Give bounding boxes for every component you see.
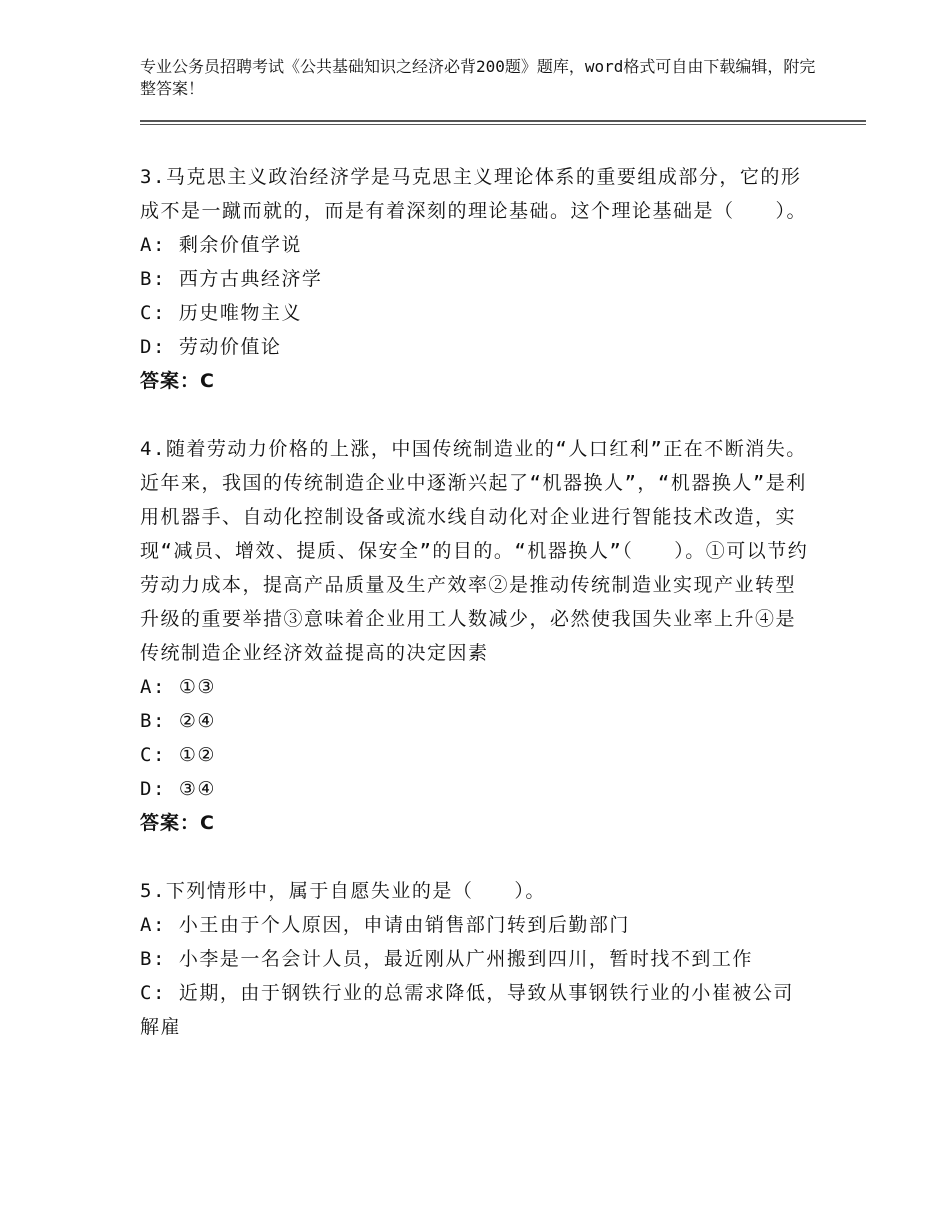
option-text: ①② — [178, 744, 216, 766]
option-d — [140, 330, 810, 364]
option-key: C: — [140, 982, 166, 1004]
question-list — [140, 160, 810, 1078]
option-b — [140, 262, 810, 296]
option-text: 劳动价值论 — [178, 336, 282, 358]
question-3 — [140, 160, 810, 398]
option-text: ②④ — [178, 710, 216, 732]
header-divider-thick — [140, 120, 866, 122]
option-c — [140, 976, 810, 1044]
option-c — [140, 296, 810, 330]
option-key: A: — [140, 914, 166, 936]
header-title: 专业公务员招聘考试《公共基础知识之经济必背200题》题库，word格式可自由下载编辑，附完整答案！ — [140, 57, 816, 98]
option-text: 小李是一名会计人员，最近刚从广州搬到四川，暂时找不到工作 — [178, 948, 753, 970]
question-stem: 3.马克思主义政治经济学是马克思主义理论体系的重要组成部分，它的形成不是一蹴而就的，而是有着深刻的理论基础。这个理论基础是（ ）。 — [140, 166, 808, 222]
option-key: B: — [140, 710, 166, 732]
question-5 — [140, 874, 810, 1044]
option-b — [140, 704, 810, 738]
option-key: D: — [140, 778, 166, 800]
option-text: ③④ — [178, 778, 216, 800]
option-text: ①③ — [178, 676, 216, 698]
question-4 — [140, 432, 810, 840]
question-stem: 4.随着劳动力价格的上涨，中国传统制造业的“人口红利”正在不断消失。近年来，我国的传统制造企业中逐渐兴起了“机器换人”，“机器换人”是利用机器手、自动化控制设备或流水线自动化对企业进行智能技术改造，实现“减员、增效、提质、保安全”的目的。“机器换人”（ ）。①可以节约劳动力成本，提高产品质量及生产效率②是推动传统制造业实现产业转型升级的重要举措③意味着企业用工人数减少，必然使我国失业率上升④是传统制造企业经济效益提高的决定因素 — [140, 438, 809, 664]
option-key: D: — [140, 336, 166, 358]
option-key: C: — [140, 302, 166, 324]
option-text: 近期，由于钢铁行业的总需求降低，导致从事钢铁行业的小崔被公司解雇 — [140, 982, 794, 1038]
option-c — [140, 738, 810, 772]
option-key: B: — [140, 268, 166, 290]
option-a — [140, 228, 810, 262]
option-key: A: — [140, 234, 166, 256]
option-d — [140, 772, 810, 806]
option-key: B: — [140, 948, 166, 970]
option-b — [140, 942, 810, 976]
answer-label: 答案：C — [140, 370, 215, 392]
option-text: 西方古典经济学 — [178, 268, 323, 290]
option-text: 小王由于个人原因，申请由销售部门转到后勤部门 — [178, 914, 630, 936]
answer-label: 答案：C — [140, 812, 215, 834]
question-stem: 5.下列情形中，属于自愿失业的是（ ）。 — [140, 880, 546, 902]
option-a — [140, 908, 810, 942]
page-header — [140, 56, 820, 100]
option-key: A: — [140, 676, 166, 698]
header-divider — [140, 120, 866, 126]
option-a — [140, 670, 810, 704]
option-text: 剩余价值学说 — [178, 234, 302, 256]
option-text: 历史唯物主义 — [178, 302, 302, 324]
option-key: C: — [140, 744, 166, 766]
header-divider-thin — [140, 124, 866, 125]
